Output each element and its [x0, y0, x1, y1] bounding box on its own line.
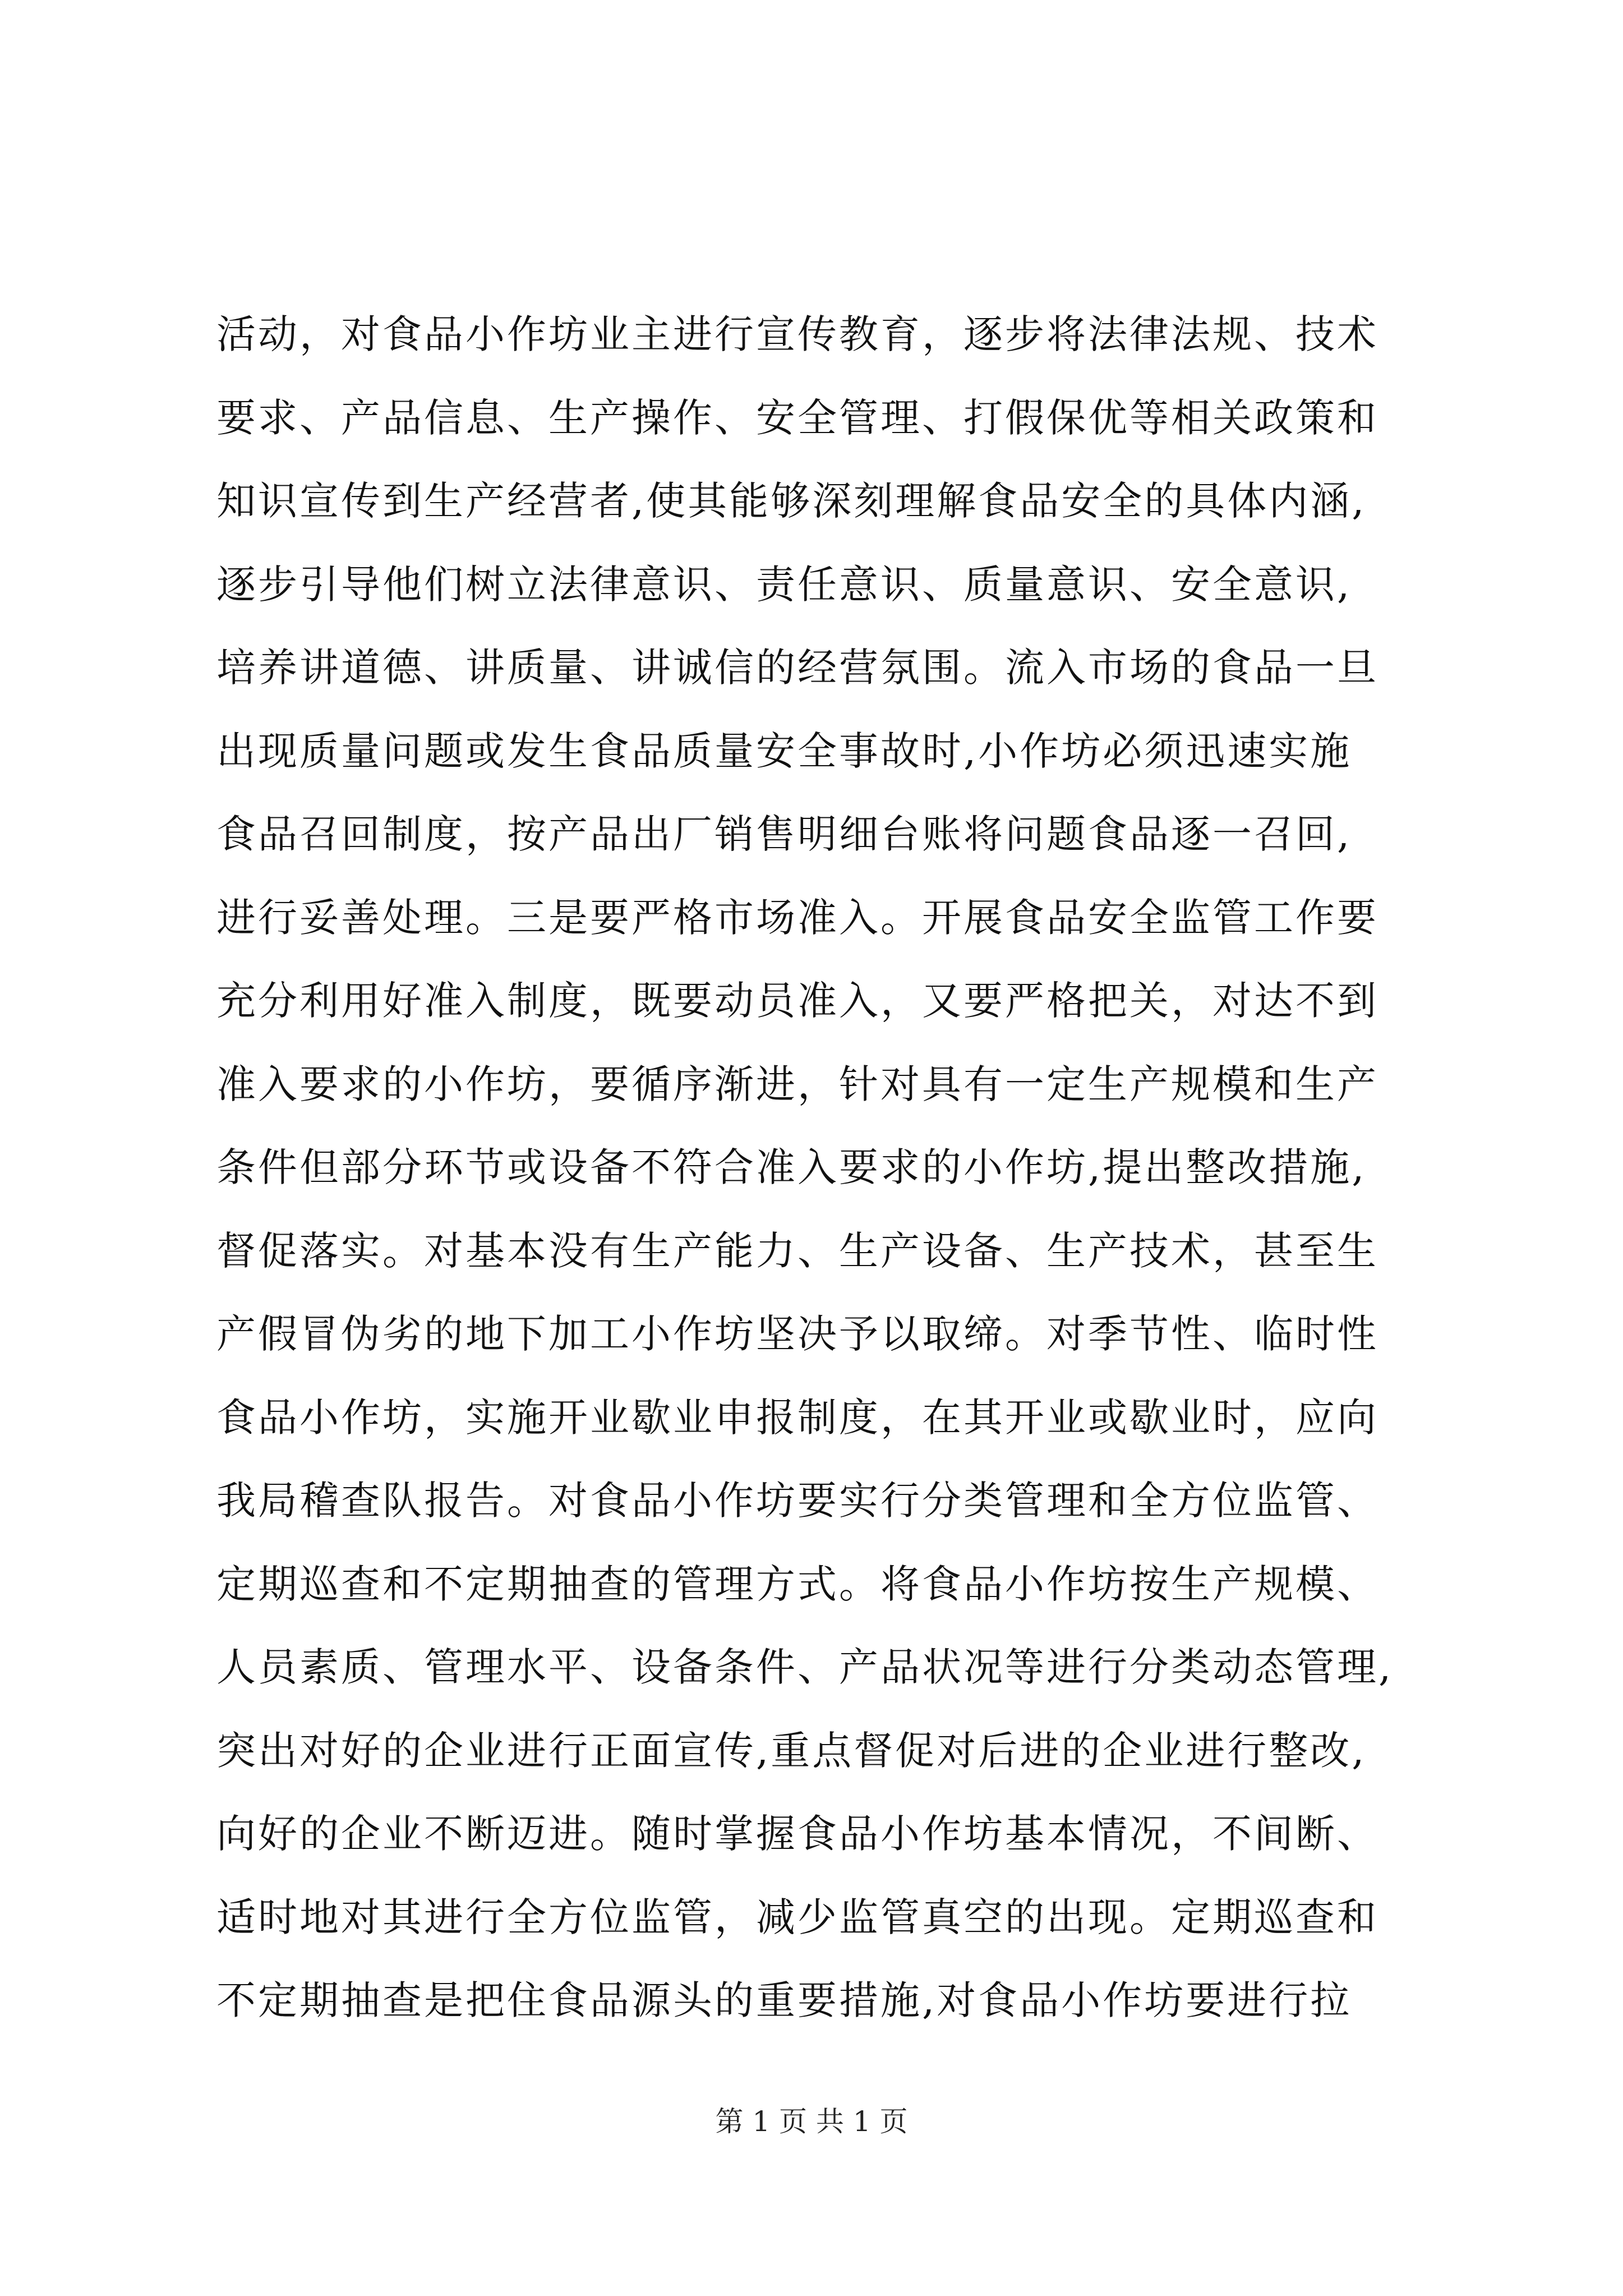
- text-line: 充分利用好准入制度，既要动员准入，又要严格把关，对达不到: [216, 978, 1378, 1024]
- text-line: 督促落实。对基本没有生产能力、生产设备、生产技术，甚至生: [216, 1227, 1378, 1274]
- text-line: 产假冒伪劣的地下加工小作坊坚决予以取缔。对季节性、临时性: [216, 1311, 1378, 1357]
- text-line: 突出对好的企业进行正面宣传,重点督促对后进的企业进行整改,: [216, 1727, 1367, 1774]
- text-line: 向好的企业不断迈进。随时掌握食品小作坊基本情况，不间断、: [216, 1811, 1378, 1857]
- text-line: 我局稽查队报告。对食品小作坊要实行分类管理和全方位监管、: [216, 1478, 1378, 1524]
- text-line: 知识宣传到生产经营者,使其能够深刻理解食品安全的具体内涵,: [216, 478, 1367, 524]
- text-line: 出现质量问题或发生食品质量安全事故时,小作坊必须迅速实施: [216, 728, 1352, 774]
- text-line: 不定期抽查是把住食品源头的重要措施,对食品小作坊要进行拉: [216, 1977, 1352, 2023]
- text-line: 进行妥善处理。三是要严格市场准入。开展食品安全监管工作要: [216, 894, 1378, 941]
- text-line: 定期巡查和不定期抽查的管理方式。将食品小作坊按生产规模、: [216, 1561, 1378, 1607]
- page-number-footer: 第 1 页 共 1 页: [715, 2105, 908, 2138]
- text-line: 准入要求的小作坊，要循序渐进，针对具有一定生产规模和生产: [216, 1061, 1378, 1107]
- text-line: 适时地对其进行全方位监管，减少监管真空的出现。定期巡查和: [216, 1894, 1378, 1940]
- text-line: 人员素质、管理水平、设备条件、产品状况等进行分类动态管理,: [216, 1644, 1394, 1690]
- text-line: 活动，对食品小作坊业主进行宣传教育，逐步将法律法规、技术: [216, 311, 1378, 357]
- text-line: 条件但部分环节或设备不符合准入要求的小作坊,提出整改措施,: [216, 1144, 1367, 1190]
- text-line: 食品小作坊，实施开业歇业申报制度，在其开业或歇业时，应向: [216, 1394, 1378, 1441]
- text-line: 要求、产品信息、生产操作、安全管理、打假保优等相关政策和: [216, 394, 1378, 441]
- text-line: 培养讲道德、讲质量、讲诚信的经营氛围。流入市场的食品一旦: [216, 645, 1378, 691]
- text-line: 食品召回制度，按产品出厂销售明细台账将问题食品逐一召回,: [216, 811, 1352, 857]
- body-text: [216, 293, 1450, 2042]
- text-line: 逐步引导他们树立法律意识、责任意识、质量意识、安全意识,: [216, 561, 1352, 608]
